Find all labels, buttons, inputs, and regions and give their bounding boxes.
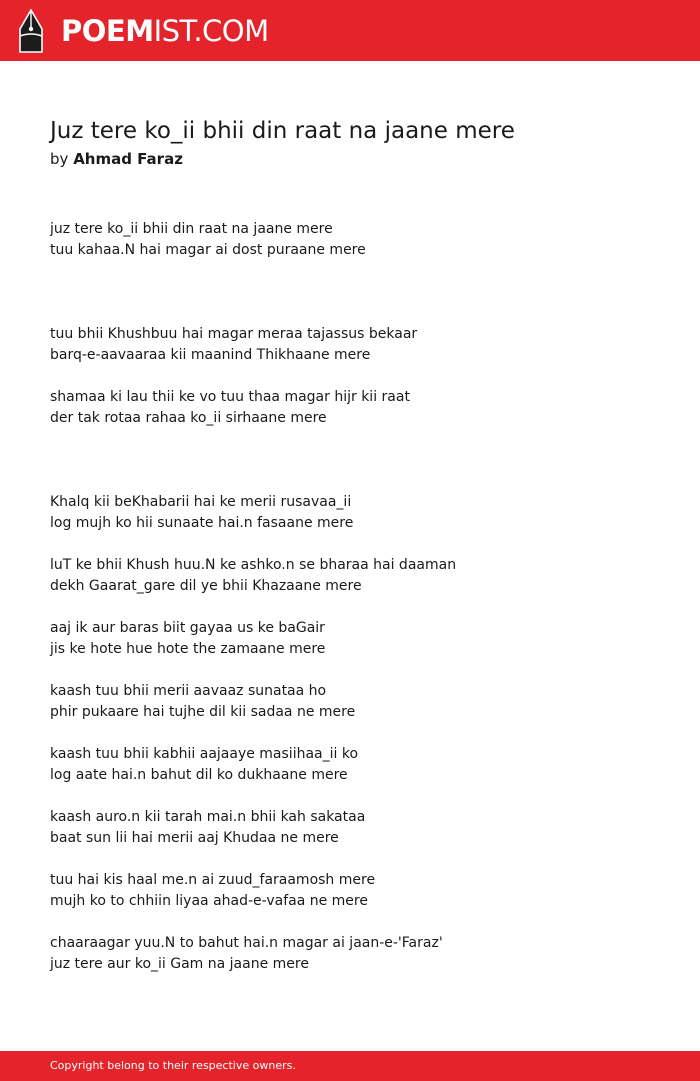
stanza [50,492,670,534]
poem-line: der tak rotaa rahaa ko_ii sirhaane mere [50,410,327,426]
poem-line: kaash auro.n kii tarah mai.n bhii kah sakataa [50,809,366,825]
pen-nib-icon [16,9,46,53]
poem-line: dekh Gaarat_gare dil ye bhii Khazaane mere [50,578,362,594]
site-logo-link[interactable] [16,8,269,54]
stanza [50,933,670,975]
stanza [50,618,670,660]
poem-byline [50,149,670,169]
poem-line: juz tere ko_ii bhii din raat na jaane mere [50,221,333,237]
site-footer [0,1051,700,1081]
poem-line: kaash tuu bhii merii aavaaz sunataa ho [50,683,327,699]
poem-line: tuu kahaa.N hai magar ai dost puraane mere [50,242,366,258]
poem-line: phir pukaare hai tujhe dil kii sadaa ne mere [50,704,356,720]
poem-line: tuu hai kis haal me.n ai zuud_faraamosh mere [50,872,376,888]
site-header [0,0,700,61]
poem-line: tuu bhii Khushbuu hai magar meraa tajassus bekaar [50,326,418,342]
stanza [50,324,670,366]
byline-label: by [50,150,69,168]
stanza [50,555,670,597]
poem-line: kaash tuu bhii kabhii aajaaye masiihaa_ii ko [50,746,359,762]
poem-line: mujh ko to chhiin liyaa ahad-e-vafaa ne mere [50,893,368,909]
stanza [50,219,670,261]
poem-line: aaj ik aur baras biit gayaa us ke baGair [50,620,325,636]
copyright-notice: Copyright belong to their respective owners. [50,1059,296,1072]
poem-line: chaaraagar yuu.N to bahut hai.n magar ai jaan-e-'Faraz' [50,935,443,951]
poem-title: Juz tere ko_ii bhii din raat na jaane mere [50,118,515,144]
poem-line: barq-e-aavaaraa kii maanind Thikhaane mere [50,347,371,363]
site-logo-text [61,13,269,48]
poem-line: log mujh ko hii sunaate hai.n fasaane mere [50,515,354,531]
stanza [50,387,670,429]
stanza [50,807,670,849]
stanza [50,870,670,912]
poem-line: baat sun lii hai merii aaj Khudaa ne mere [50,830,339,846]
poem-line: shamaa ki lau thii ke vo tuu thaa magar hijr kii raat [50,389,410,405]
stanza [50,744,670,786]
logo-text-bold: POEM [61,13,154,48]
stanza [50,681,670,723]
poem-line: juz tere aur ko_ii Gam na jaane mere [50,956,309,972]
poem-line: log aate hai.n bahut dil ko dukhaane mere [50,767,348,783]
poem-line: luT ke bhii Khush huu.N ke ashko.n se bharaa hai daaman [50,557,457,573]
poem-line: jis ke hote hue hote the zamaane mere [50,641,326,657]
poem-author: Ahmad Faraz [73,150,183,168]
logo-text-light: IST.COM [153,13,269,48]
poem-line: Khalq kii beKhabarii hai ke merii rusavaa_ii [50,494,352,510]
